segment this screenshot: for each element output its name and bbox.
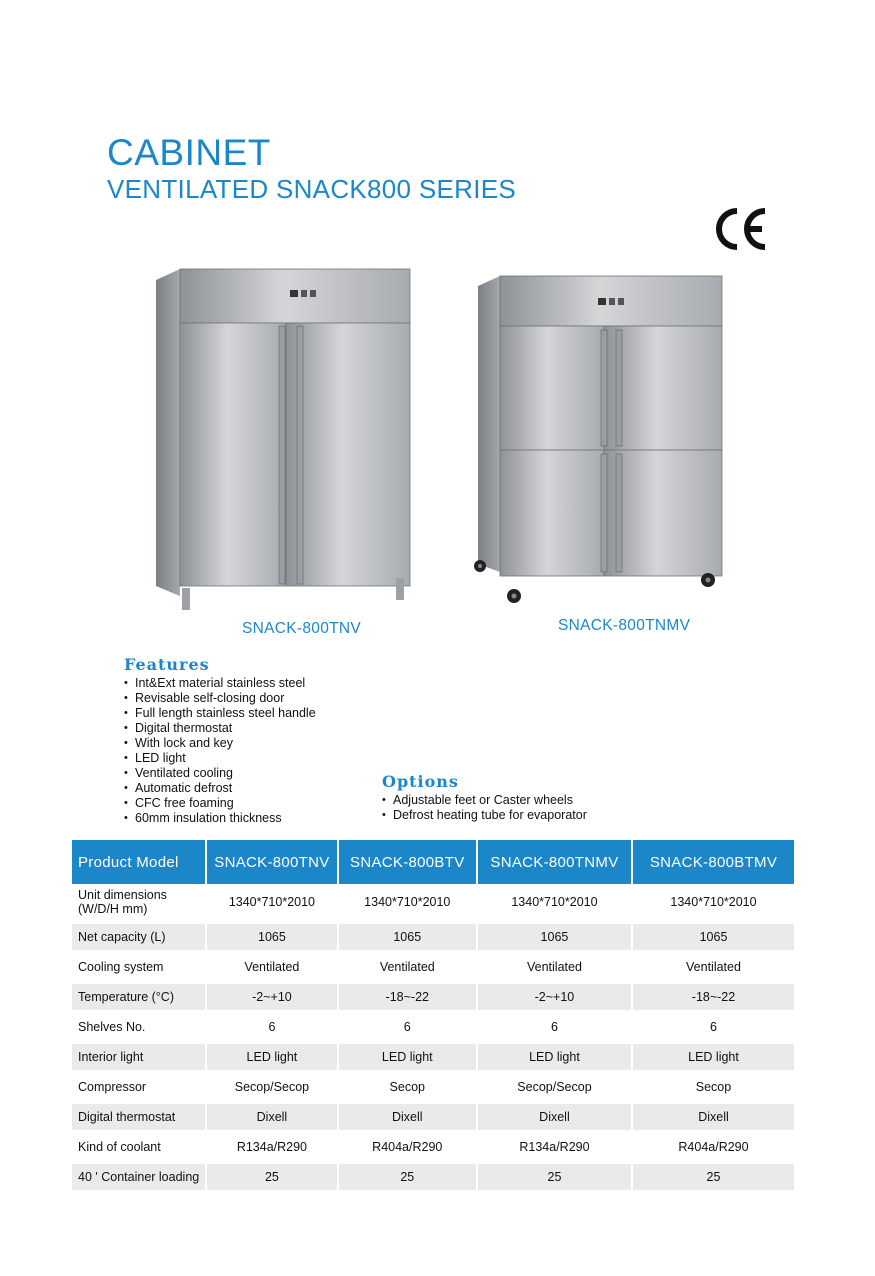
table-row	[72, 924, 794, 950]
table-cell: Dixell	[207, 1104, 336, 1130]
feature-item: • Digital thermostat	[122, 721, 316, 736]
table-cell: 1065	[339, 924, 476, 950]
feature-item: • With lock and key	[122, 736, 316, 751]
specifications-table	[70, 840, 796, 1190]
row-label: Digital thermostat	[72, 1104, 205, 1130]
four-door-cabinet-image	[468, 272, 733, 612]
options-heading: Options	[382, 772, 459, 791]
product-caption: SNACK-800TNMV	[558, 617, 691, 634]
table-cell: 25	[207, 1164, 336, 1190]
table-body	[72, 884, 794, 1190]
table-cell: 25	[633, 1164, 794, 1190]
feature-item: • Int&Ext material stainless steel	[122, 676, 316, 691]
table-cell: R134a/R290	[236, 1140, 308, 1154]
feature-item: • LED light	[122, 751, 316, 766]
table-cell: 1065	[207, 924, 336, 950]
table-cell: 1340*710*2010	[511, 895, 598, 909]
table-cell: Ventilated	[244, 960, 300, 974]
table-cell: 1340*710*2010	[670, 895, 757, 909]
table-cell: Secop/Secop	[234, 1080, 310, 1094]
row-label: Interior light	[72, 1044, 205, 1070]
table-cell: -18~-22	[633, 984, 794, 1010]
feature-item: • 60mm insulation thickness	[122, 811, 316, 826]
feature-item: • Revisable self-closing door	[122, 691, 316, 706]
column-header: Product Model	[72, 840, 205, 884]
table-row	[72, 954, 794, 980]
row-label: 40 ' Container loading	[72, 1164, 205, 1190]
table-cell: LED light	[478, 1044, 631, 1070]
table-cell: Secop	[695, 1080, 732, 1094]
table-cell: -2~+10	[207, 984, 336, 1010]
table-row	[72, 1104, 794, 1130]
table-header-row	[72, 840, 794, 884]
ce-mark-icon	[712, 206, 770, 252]
table-cell: 1340*710*2010	[364, 895, 451, 909]
table-cell: Secop	[389, 1080, 425, 1094]
table-cell: 25	[339, 1164, 476, 1190]
table-row	[72, 884, 794, 920]
table-row	[72, 1014, 794, 1040]
table-cell: Ventilated	[686, 960, 741, 974]
column-header: SNACK-800TNV	[207, 840, 336, 884]
product-caption: SNACK-800TNV	[242, 620, 362, 637]
table-cell: 6	[710, 1020, 717, 1034]
table-cell: LED light	[633, 1044, 794, 1070]
column-header: SNACK-800TNMV	[478, 840, 631, 884]
table-cell: Ventilated	[379, 960, 435, 974]
table-row	[72, 1044, 794, 1070]
table-cell: R404a/R290	[372, 1140, 443, 1154]
table-cell: LED light	[339, 1044, 476, 1070]
row-label: Temperature (°C)	[72, 984, 205, 1010]
column-header: SNACK-800BTMV	[633, 840, 794, 884]
two-door-cabinet-image	[150, 266, 420, 616]
table-row	[72, 1164, 794, 1190]
table-row	[72, 1074, 794, 1100]
features-list	[122, 676, 316, 826]
table-cell: 1065	[478, 924, 631, 950]
table-cell: 25	[478, 1164, 631, 1190]
row-label: Compressor	[78, 1080, 147, 1094]
feature-item: • CFC free foaming	[122, 796, 316, 811]
row-label: Unit dimensions (W/D/H mm)	[78, 888, 167, 916]
row-label: Net capacity (L)	[72, 924, 205, 950]
table-cell: Dixell	[633, 1104, 794, 1130]
table-cell: R404a/R290	[678, 1140, 749, 1154]
table-cell: 6	[550, 1020, 558, 1034]
table-cell: Dixell	[339, 1104, 476, 1130]
row-label: Shelves No.	[78, 1020, 146, 1034]
table-row	[72, 1134, 794, 1160]
table-cell: LED light	[207, 1044, 336, 1070]
table-cell: -2~+10	[478, 984, 631, 1010]
table-cell: 1065	[633, 924, 794, 950]
table-cell: 6	[268, 1020, 276, 1034]
table-cell: Secop/Secop	[517, 1080, 592, 1094]
feature-item: • Automatic defrost	[122, 781, 316, 796]
table-cell: Dixell	[478, 1104, 631, 1130]
option-item: • Adjustable feet or Caster wheels	[380, 793, 587, 808]
table-row	[72, 984, 794, 1010]
option-item: • Defrost heating tube for evaporator	[380, 808, 587, 823]
row-label: Kind of coolant	[78, 1140, 161, 1154]
table-cell: Ventilated	[527, 960, 582, 974]
page-subtitle: VENTILATED SNACK800 SERIES	[107, 174, 517, 204]
column-header: SNACK-800BTV	[339, 840, 476, 884]
page-title: CABINET	[107, 132, 271, 173]
feature-item: • Ventilated cooling	[122, 766, 316, 781]
table-cell: 6	[403, 1020, 411, 1034]
options-list	[380, 793, 587, 823]
features-heading: Features	[124, 655, 210, 674]
table-cell: 1340*710*2010	[228, 895, 316, 909]
table-cell: -18~-22	[339, 984, 476, 1010]
table-cell: R134a/R290	[519, 1140, 590, 1154]
row-label: Cooling system	[78, 960, 164, 974]
feature-item: • Full length stainless steel handle	[122, 706, 316, 721]
